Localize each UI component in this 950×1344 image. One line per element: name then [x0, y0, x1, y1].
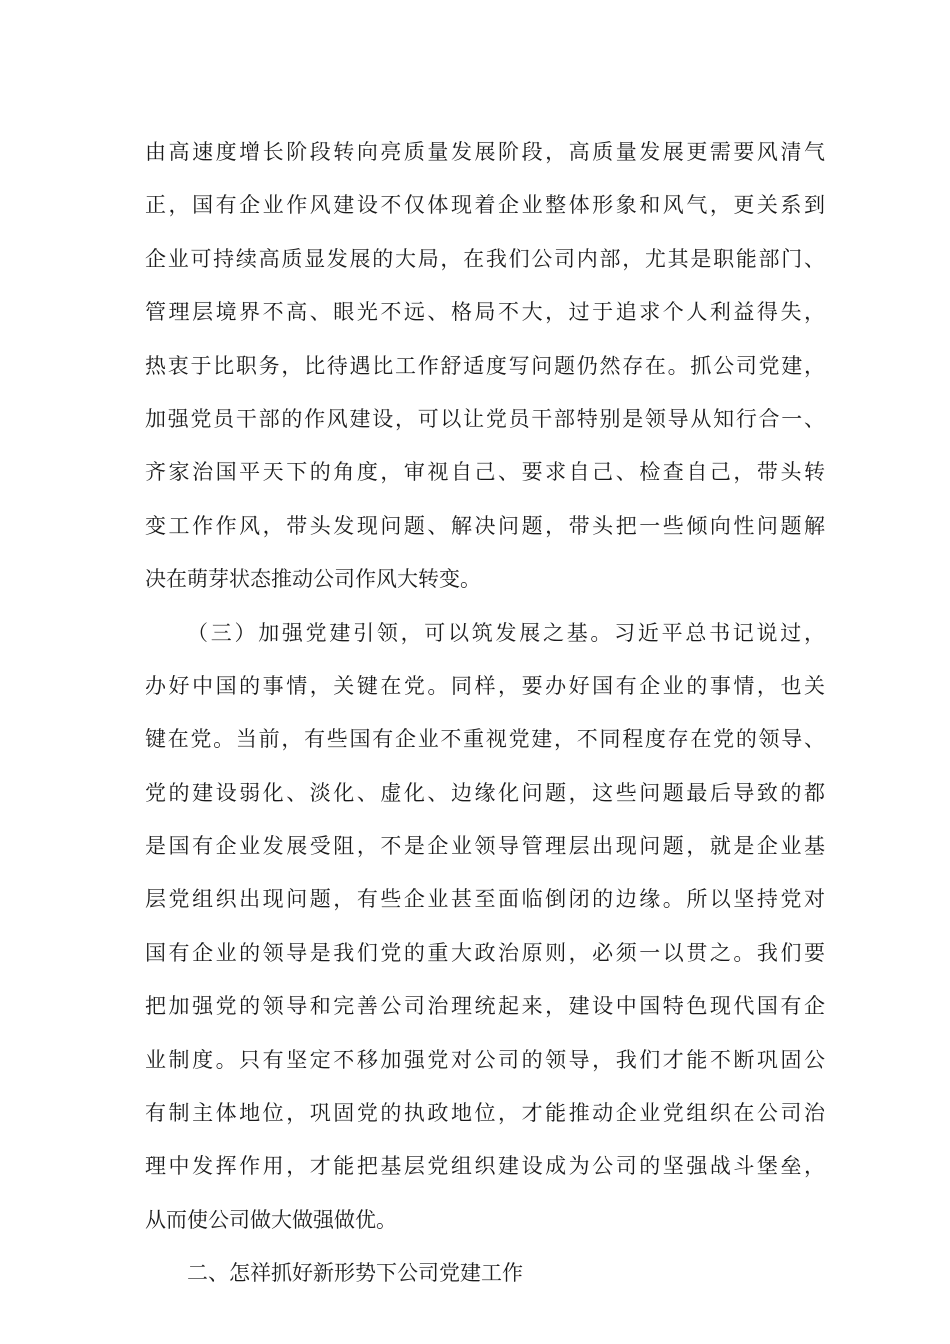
text-line: 企业可持续高质显发展的大局，在我们公司内部，尤其是职能部门、	[145, 246, 827, 271]
text-line: 正，国有企业作风建设不仅体现着企业整体形象和风气，更关系到	[145, 193, 828, 218]
text-line: 有制主体地位，巩固党的执政地位，才能推动企业党组织在公司治	[145, 1101, 828, 1126]
text-line: 变工作作风，带头发现问题、解决问题，带头把一些倾向性问题解	[145, 513, 828, 538]
text-line: 从而使公司做大做强做优。	[145, 1207, 397, 1232]
heading-line: （三）加强党建引领，可以筑发展之基。习近平总书记说过，	[187, 620, 828, 645]
text-line: 国有企业的领导是我们党的重大政治原则，必须一以贯之。我们要	[145, 940, 828, 965]
text-line: 齐家治国平天下的角度，审视自己、要求自己、检查自己，带头转	[145, 460, 828, 485]
text-line: 决在萌芽状态推动公司作风大转变。	[145, 567, 481, 592]
text-line: 党的建设弱化、淡化、虚化、边缘化问题，这些问题最后导致的都	[145, 780, 828, 805]
text-line: 层党组织出现问题，有些企业甚至面临倒闭的边缘。所以坚持党对	[145, 887, 828, 912]
text-line: 加强党员干部的作风建设，可以让党员干部特别是领导从知行合一、	[145, 406, 827, 431]
text-line: 业制度。只有坚定不移加强党对公司的领导，我们才能不断巩固公	[145, 1047, 828, 1072]
text-line: 理中发挥作用，才能把基层党组织建设成为公司的坚强战斗堡垒，	[145, 1154, 828, 1179]
text-line: 键在党。当前，有些国有企业不重视党建，不同程度存在党的领导、	[145, 727, 827, 752]
text-line: 办好中国的事情，关键在党。同样，要办好国有企业的事情，也关	[145, 673, 828, 698]
text-line: 是国有企业发展受阻，不是企业领导管理层出现问题，就是企业基	[145, 834, 828, 859]
document-body	[145, 126, 828, 1301]
text-line: 由高速度增长阶段转向亮质量发展阶段，高质量发展更需要风清气	[145, 140, 828, 164]
text-line: 把加强党的领导和完善公司治理统起来，建设中国特色现代国有企	[145, 994, 828, 1019]
text-line: 热衷于比职务，比待遇比工作舒适度写问题仍然存在。抓公司党建，	[145, 353, 827, 378]
heading-line: 二、怎祥抓好新形势下公司党建工作	[187, 1261, 523, 1286]
text-line: 管理层境界不高、眼光不远、格局不大，过于追求个人利益得失，	[145, 300, 828, 325]
